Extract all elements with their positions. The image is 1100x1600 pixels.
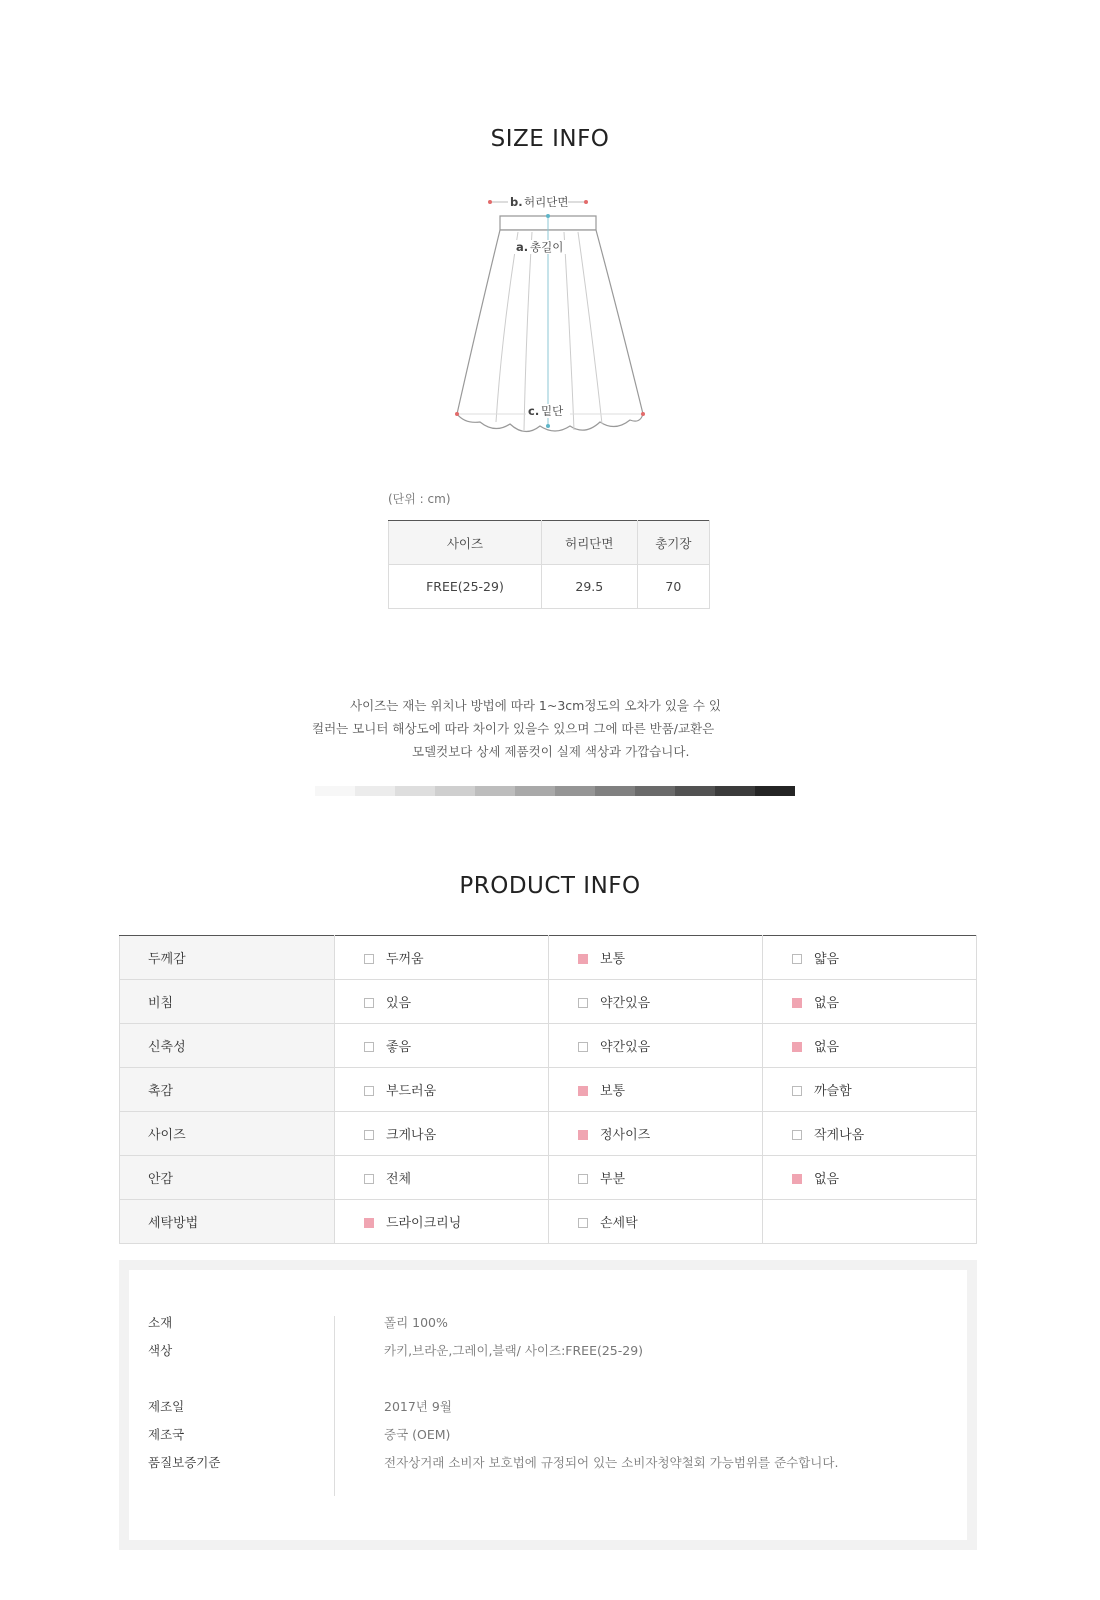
checked-box-icon	[578, 1086, 588, 1096]
unchecked-box-icon	[578, 998, 588, 1008]
size-cell: 29.5	[541, 565, 637, 609]
attribute-option-cell	[548, 980, 762, 1024]
table-row	[120, 1156, 977, 1200]
size-cell: 70	[637, 565, 709, 609]
unchecked-box-icon	[364, 998, 374, 1008]
unchecked-box-icon	[578, 1042, 588, 1052]
option-label: 전체	[385, 1172, 412, 1187]
unchecked-box-icon	[578, 1174, 588, 1184]
attribute-option-cell	[548, 1200, 762, 1244]
gradient-swatch	[315, 786, 355, 796]
checked-box-icon	[364, 1218, 374, 1228]
option-label: 부드러움	[385, 1084, 437, 1099]
option-label: 보통	[599, 952, 626, 967]
gradient-swatch	[675, 786, 715, 796]
detail-label-warranty: 품질보증기준	[148, 1455, 221, 1470]
product-details-inner	[129, 1270, 967, 1540]
table-row	[120, 936, 977, 980]
attribute-option-cell	[548, 1068, 762, 1112]
gradient-swatch	[515, 786, 555, 796]
checked-box-icon	[792, 1042, 802, 1052]
attribute-option-cell	[334, 1156, 548, 1200]
option-label: 부분	[599, 1172, 626, 1187]
unit-label: (단위 : cm)	[388, 492, 451, 506]
unchecked-box-icon	[364, 1042, 374, 1052]
option-label: 있음	[385, 996, 412, 1011]
gradient-swatch	[715, 786, 755, 796]
table-row	[120, 1068, 977, 1112]
detail-value-material: 폴리 100%	[384, 1315, 448, 1330]
option-label: 없음	[813, 996, 840, 1011]
checked-box-icon	[792, 1174, 802, 1184]
option-label: 좋음	[385, 1040, 412, 1055]
details-divider	[334, 1316, 335, 1496]
unchecked-box-icon	[364, 1086, 374, 1096]
detail-value-color: 카키,브라운,그레이,블랙/ 사이즈:FREE(25-29)	[384, 1343, 644, 1358]
checked-box-icon	[792, 998, 802, 1008]
attribute-label: 신축성	[120, 1024, 335, 1068]
gradient-swatch	[435, 786, 475, 796]
attribute-option-cell	[334, 980, 548, 1024]
attribute-option-cell	[548, 1024, 762, 1068]
option-label: 없음	[813, 1172, 840, 1187]
skirt-size-diagram	[440, 192, 660, 452]
table-row	[120, 1200, 977, 1244]
unchecked-box-icon	[578, 1218, 588, 1228]
unchecked-box-icon	[364, 1130, 374, 1140]
checked-box-icon	[578, 954, 588, 964]
table-row	[120, 980, 977, 1024]
gradient-swatch	[555, 786, 595, 796]
attribute-option-cell	[762, 1156, 976, 1200]
option-label: 약간있음	[599, 996, 651, 1011]
option-label: 작게나옴	[813, 1128, 865, 1143]
option-label: 까슬함	[813, 1084, 852, 1099]
detail-label-country: 제조국	[148, 1427, 185, 1442]
detail-label-date: 제조일	[148, 1399, 185, 1414]
table-row	[120, 1112, 977, 1156]
attribute-label: 비침	[120, 980, 335, 1024]
gradient-swatch	[475, 786, 515, 796]
attribute-option-cell	[762, 1112, 976, 1156]
table-row	[120, 1024, 977, 1068]
detail-label-material: 소재	[148, 1315, 173, 1330]
attribute-option-cell	[334, 936, 548, 980]
option-label: 정사이즈	[599, 1128, 651, 1143]
table-row	[389, 565, 710, 609]
option-label: 두꺼움	[385, 952, 424, 967]
attribute-label: 사이즈	[120, 1112, 335, 1156]
option-label: 보통	[599, 1084, 626, 1099]
length-label: 총길이	[530, 240, 564, 254]
unchecked-box-icon	[364, 1174, 374, 1184]
size-table	[388, 520, 710, 609]
option-label: 얇음	[813, 952, 840, 967]
size-header-cell: 허리단면	[541, 521, 637, 565]
product-info-table	[119, 935, 977, 1244]
unchecked-box-icon	[364, 954, 374, 964]
unchecked-box-icon	[792, 1086, 802, 1096]
gradient-swatch	[395, 786, 435, 796]
size-table-header-row	[389, 521, 710, 565]
attribute-label: 세탁방법	[120, 1200, 335, 1244]
option-label: 약간있음	[599, 1040, 651, 1055]
option-label: 크게나옴	[385, 1128, 437, 1143]
attribute-option-cell	[548, 1112, 762, 1156]
length-label-letter: a.	[516, 240, 529, 254]
attribute-label: 안감	[120, 1156, 335, 1200]
detail-value-date: 2017년 9월	[384, 1399, 452, 1414]
attribute-option-cell	[762, 980, 976, 1024]
attribute-label: 촉감	[120, 1068, 335, 1112]
size-header-cell: 사이즈	[389, 521, 542, 565]
gradient-swatch	[355, 786, 395, 796]
attribute-option-cell	[334, 1200, 548, 1244]
size-note: 사이즈는 재는 위치나 방법에 따라 1~3cm정도의 오차가 있을 수 있	[350, 698, 721, 713]
hem-label-letter: c.	[528, 404, 540, 418]
size-header-cell: 총기장	[637, 521, 709, 565]
detail-value-warranty: 전자상거래 소비자 보호법에 규정되어 있는 소비자청약철회 가능범위를 준수합니다.	[384, 1455, 839, 1470]
size-cell: FREE(25-29)	[389, 565, 542, 609]
attribute-option-cell	[762, 1200, 976, 1244]
attribute-option-cell	[548, 1156, 762, 1200]
waist-label-letter: b.	[510, 195, 523, 209]
unchecked-box-icon	[792, 954, 802, 964]
gradient-swatch	[595, 786, 635, 796]
attribute-option-cell	[334, 1112, 548, 1156]
color-gradient-bar	[315, 786, 795, 796]
hem-label: 밑단	[541, 404, 564, 418]
size-info-title: SIZE INFO	[490, 126, 610, 152]
waist-label: 허리단면	[524, 195, 569, 209]
detail-label-color: 색상	[148, 1343, 173, 1358]
attribute-option-cell	[548, 936, 762, 980]
detail-value-country: 중국 (OEM)	[384, 1427, 451, 1442]
attribute-option-cell	[334, 1068, 548, 1112]
color-note: 컬러는 모니터 해상도에 따라 차이가 있을수 있으며 그에 따른 반품/교환은	[312, 721, 715, 736]
option-label: 드라이크리닝	[385, 1216, 462, 1231]
attribute-option-cell	[762, 936, 976, 980]
attribute-option-cell	[762, 1024, 976, 1068]
attribute-label: 두께감	[120, 936, 335, 980]
gradient-swatch	[755, 786, 795, 796]
option-label: 손세탁	[599, 1216, 638, 1231]
photo-note: 모델컷보다 상세 제품컷이 실제 색상과 가깝습니다.	[412, 744, 690, 759]
option-label: 없음	[813, 1040, 840, 1055]
attribute-option-cell	[334, 1024, 548, 1068]
unchecked-box-icon	[792, 1130, 802, 1140]
attribute-option-cell	[762, 1068, 976, 1112]
product-info-title: PRODUCT INFO	[459, 873, 641, 899]
checked-box-icon	[578, 1130, 588, 1140]
gradient-swatch	[635, 786, 675, 796]
